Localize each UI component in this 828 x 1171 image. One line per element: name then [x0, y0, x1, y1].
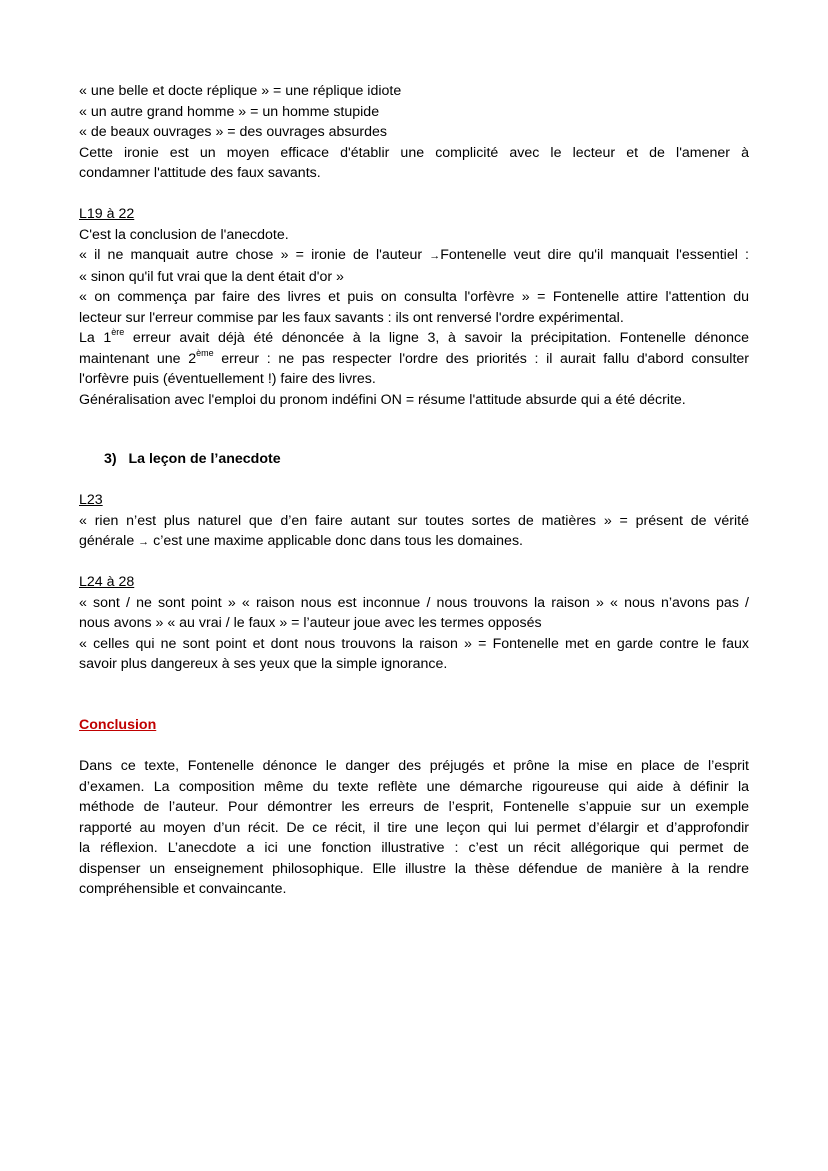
text-segment: erreur avait déjà été dénoncée à la ligne 3, à savoir la précipitation. Fontenelle dénonce: [124, 330, 749, 346]
line-reference: L24 à 28: [79, 574, 135, 590]
text-line: compréhensible et convaincante.: [79, 881, 287, 897]
text-line: condamner l'attitude des faux savants.: [79, 165, 321, 181]
text-line: « rien n’est plus naturel que d’en faire autant sur toutes sortes de matières » = présent de vérité: [79, 512, 749, 529]
text-line: Cette ironie est un moyen efficace d'établir une complicité avec le lecteur et de l'amener à: [79, 144, 749, 161]
text-line: dispenser un enseignement philosophique. Elle illustre la thèse défendue de manière à la rendre: [79, 860, 749, 877]
section-l19-22: [79, 204, 749, 410]
text-line: d’examen. La composition même du texte reflète une démarche rigoureuse qui aide à définir la: [79, 778, 749, 795]
text-line: « sont / ne sont point » « raison nous est inconnue / nous trouvons la raison » « nous n’avons pas /: [79, 594, 749, 611]
text-line: lecteur sur l'erreur commise par les faux savants : ils ont renversé l'ordre expérimental.: [79, 309, 624, 326]
text-segment: c’est une maxime applicable donc dans tous les domaines.: [149, 533, 523, 549]
text-segment: erreur : ne pas respecter l'ordre des priorités : il aurait fallu d'abord consulter: [213, 350, 749, 367]
text-line: « un autre grand homme » = un homme stupide: [79, 103, 380, 120]
text-line: « de beaux ouvrages » = des ouvrages absurdes: [79, 124, 388, 140]
text-line: « celles qui ne sont point et dont nous trouvons la raison » = Fontenelle met en garde contre le faux: [79, 635, 749, 652]
line-reference: L23: [79, 492, 103, 508]
text-line: [79, 531, 749, 553]
heading-title: La leçon de l’anecdote: [128, 451, 281, 467]
superscript: ème: [196, 347, 214, 358]
text-line: Dans ce texte, Fontenelle dénonce le danger des préjugés et prône la mise en place de l’esprit: [79, 758, 749, 774]
text-segment: « il ne manquait autre chose » = ironie de l'auteur: [79, 247, 430, 263]
text-line: « une belle et docte réplique » = une réplique idiote: [79, 83, 402, 99]
text-line: « on commença par faire des livres et puis on consulta l'orfèvre » = Fontenelle attire l'attention du: [79, 289, 749, 305]
text-line: nous avons » « au vrai / le faux » = l’auteur joue avec les termes opposés: [79, 615, 542, 631]
irony-examples: [79, 81, 749, 184]
superscript: ère: [111, 327, 125, 338]
text-line: l'orfèvre puis (éventuellement !) faire des livres.: [79, 371, 376, 387]
text-line: méthode de l’auteur. Pour démontrer les erreurs de l’esprit, Fontenelle s’appuie sur un exemple: [79, 799, 749, 815]
text-segment: La 1: [79, 330, 112, 346]
text-line: la réflexion. L’anecdote a ici une fonction illustrative : c’est un récit allégorique qui permet de: [79, 840, 749, 856]
conclusion-heading: [79, 715, 749, 736]
conclusion-paragraph: [79, 756, 749, 900]
text-line: C'est la conclusion de l'anecdote.: [79, 226, 289, 243]
arrow-icon: →: [429, 250, 441, 262]
text-line: [79, 328, 749, 349]
heading-number: 3): [104, 451, 117, 467]
section-heading: [104, 449, 774, 470]
arrow-icon: →: [138, 536, 150, 548]
text-line: [79, 349, 749, 370]
text-line: Généralisation avec l'emploi du pronom indéfini ON = résume l'attitude absurde qui a été décrite.: [79, 391, 686, 408]
text-line: [79, 245, 749, 267]
line-reference: L19 à 22: [79, 206, 135, 222]
text-segment: maintenant une 2: [79, 350, 197, 367]
text-segment: Fontenelle veut dire qu'il manquait l'essentiel :: [440, 247, 750, 263]
section-l23: [79, 490, 749, 553]
text-segment: générale: [79, 533, 139, 549]
text-line: « sinon qu'il fut vrai que la dent était d'or »: [79, 268, 344, 285]
text-line: rapporté au moyen d’un récit. De ce récit, il tire une leçon qui lui permet d’élargir et d’approfondir: [79, 819, 749, 836]
conclusion-title: Conclusion: [79, 717, 157, 733]
section-l24-28: [79, 572, 749, 675]
text-line: savoir plus dangereux à ses yeux que la simple ignorance.: [79, 656, 448, 672]
